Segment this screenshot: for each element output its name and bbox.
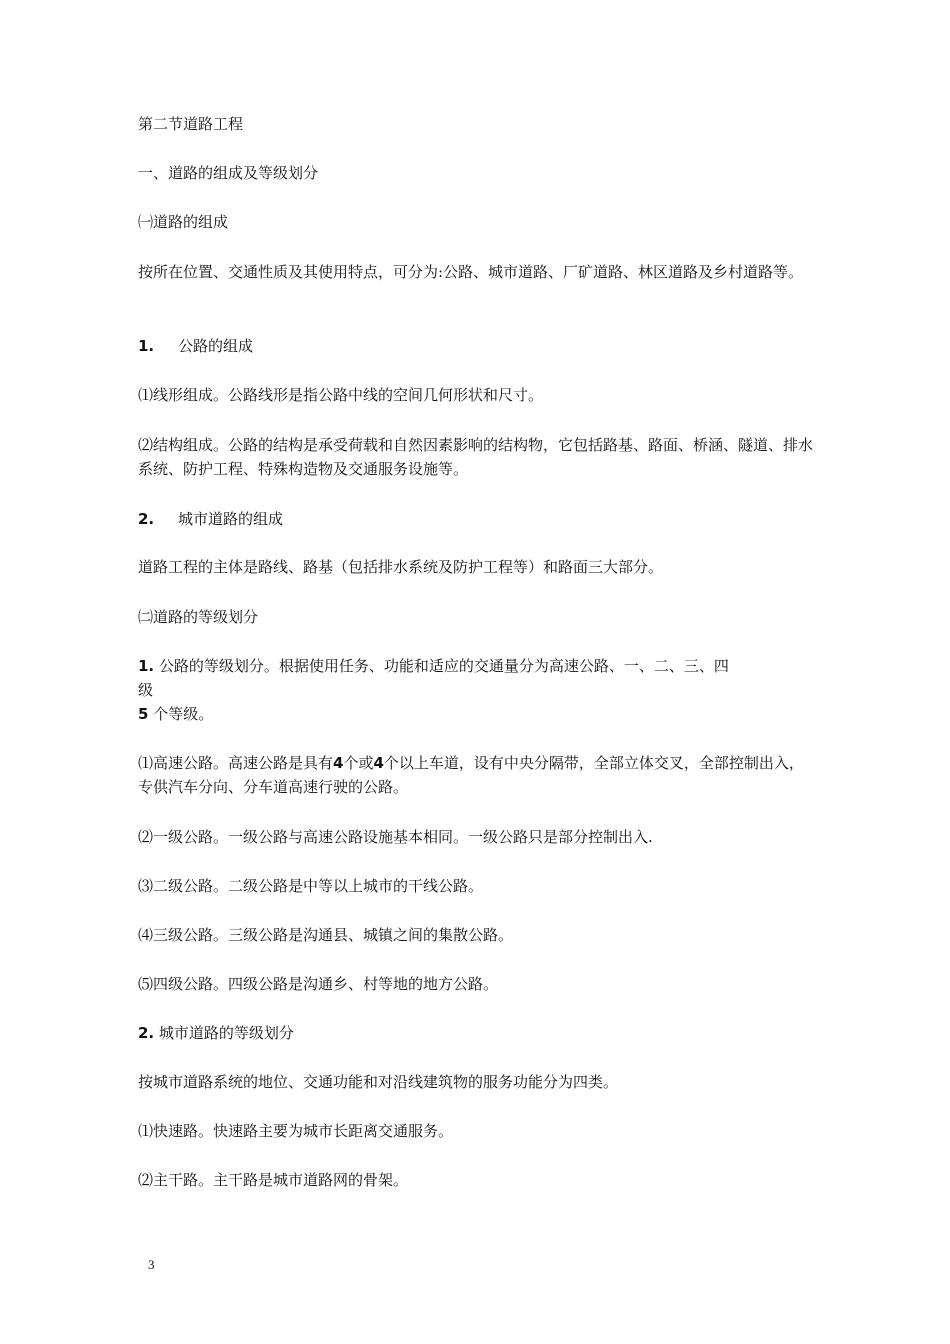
lane-number: 4 (373, 754, 384, 772)
paragraph-city-road-classes: 按城市道路系统的地位、交通功能和对沿线建筑物的服务功能分为四类。 (138, 1073, 619, 1091)
text-part: 个或 (343, 754, 374, 772)
paragraph-grade-2-highway: ⑶二级公路。二级公路是中等以上城市的干线公路。 (138, 877, 484, 895)
lane-number: 4 (333, 754, 344, 772)
paragraph-alignment: ⑴线形组成。公路线形是指公路中线的空间几何形状和尺寸。 (138, 386, 544, 404)
grade-count: 5 (138, 705, 149, 723)
grade-count-text: 个等级。 (153, 705, 214, 723)
paragraph-road-types: 按所在位置、交通性质及其使用特点，可分为:公路、城市道路、厂矿道路、林区道路及乡村道路等。 (138, 263, 804, 281)
heading-city-road-grades (138, 1021, 818, 1045)
heading-number: 1. (138, 337, 155, 355)
item-number: 1. (138, 657, 155, 675)
paragraph-expressway-highway (138, 751, 818, 799)
paragraph-highway-grades-line1 (138, 654, 818, 678)
paragraph-grade-1-highway: ⑵一级公路。一级公路与高速公路设施基本相同。一级公路只是部分控制出入. (138, 828, 653, 846)
heading-highway-composition (138, 334, 818, 358)
heading-text: 公路的组成 (178, 337, 254, 355)
section-title: 第二节道路工程 (138, 115, 244, 133)
heading-composition-and-grades: 一、道路的组成及等级划分 (138, 164, 319, 182)
subheading-road-grades: ㈡道路的等级划分 (138, 608, 259, 626)
paragraph-expressway: ⑴快速路。快速路主要为城市长距离交通服务。 (138, 1122, 454, 1140)
paragraph-structure: ⑵结构组成。公路的结构是承受荷载和自然因素影响的结构物，它包括路基、路面、桥涵、隧道、排水系统、防护工程、特殊构造物及交通服务设施等。 (138, 436, 814, 478)
heading-text: 城市道路的组成 (178, 510, 284, 528)
heading-number: 2. (138, 510, 155, 528)
paragraph-highway-grades-line3 (138, 702, 818, 726)
paragraph-highway-grades-line2: 级 (138, 681, 154, 699)
paragraph-arterial-road: ⑵主干路。主干路是城市道路网的骨架。 (138, 1171, 409, 1189)
heading-text: 城市道路的等级划分 (158, 1024, 294, 1042)
heading-city-road-composition (138, 507, 818, 531)
text-part: 个以上车道，设有中央分隔带，全部立体交叉，全部控制出入，专供汽车分向、分车道高速行驶的公路。 (138, 754, 804, 796)
subheading-road-composition: ㈠道路的组成 (138, 213, 229, 231)
grade-text: 公路的等级划分。根据使用任务、功能和适应的交通量分为高速公路、一、二、三、四 (158, 657, 729, 675)
paragraph-grade-3-highway: ⑷三级公路。三级公路是沟通县、城镇之间的集散公路。 (138, 926, 514, 944)
text-part: ⑴高速公路。高速公路是具有 (138, 754, 334, 772)
heading-number: 2. (138, 1024, 155, 1042)
paragraph-city-road-main-body: 道路工程的主体是路线、路基（包括排水系统及防护工程等）和路面三大部分。 (138, 558, 664, 576)
page-number: 3 (148, 1257, 155, 1272)
paragraph-grade-4-highway: ⑸四级公路。四级公路是沟通乡、村等地的地方公路。 (138, 975, 499, 993)
